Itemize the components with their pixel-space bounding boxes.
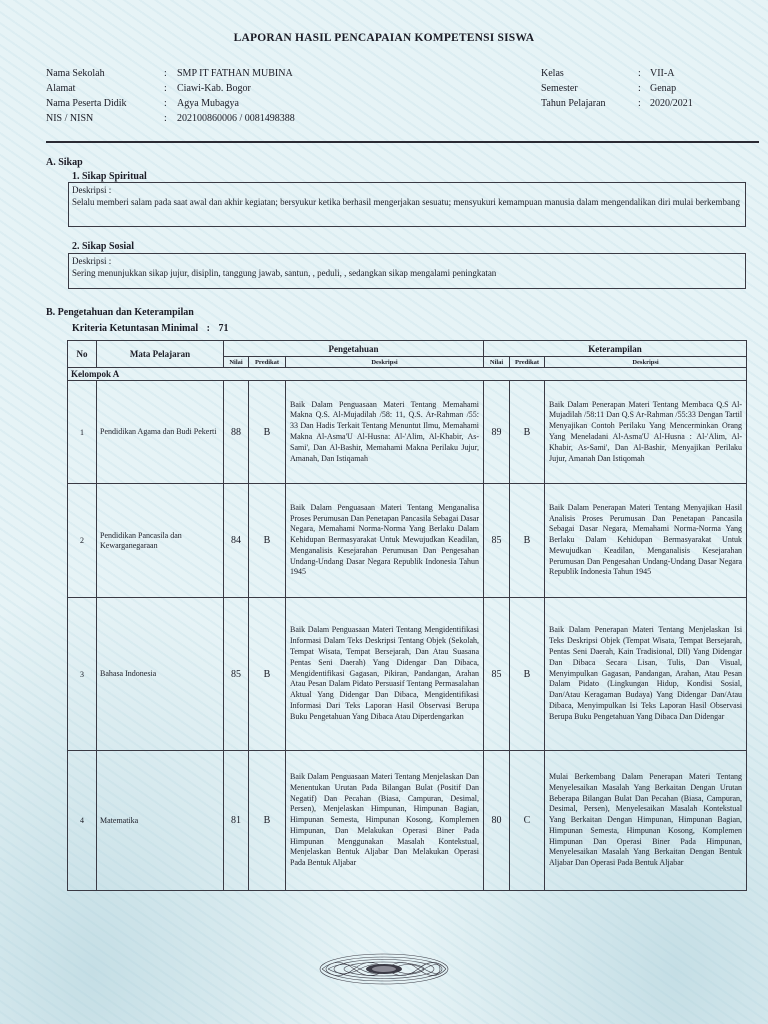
row-p-deskripsi: Baik Dalam Penguasaan Materi Tentang Menganalisa Proses Perumusan Dan Penetapan Pancasila Sebagai Dasar Negara, Memahami Norma-Norma Yang Berlaku Dalam Kehidupan Bermasyarakat Untuk Mewujudkan Keadilan, Menganalisis Kesejarahan Perumusan Dan Pengesahan Undang-Undang Dasar Negara Republik Indonesia Tahun 1945 — [286, 484, 484, 598]
grades-table — [67, 340, 747, 891]
row-k-deskripsi: Baik Dalam Penerapan Materi Tentang Menjelaskan Isi Teks Deskripsi Objek (Tempat Wisata, Tempat Bersejarah, Pentas Seni Daerah, Kain Tradisional, Dll) Yang Didengar Dan Dibaca Secara Lisan, Tulis, Dan Visual, Menyimpulkan Gagasan, Pandangan, Arahan, Atau Pesan Dalam Pidato (Lingkungan Hidup, Kondisi Sosial, Dan/Atau Keragaman Budaya) Yang Didengar Dan/Atau Dibaca, Menyimpulkan Isi Teks Laporan Hasil Observasi Berupa Buku Pengetahuan Yang Dibaca Dan Didengar — [545, 598, 747, 751]
value-nis-nisn: 202100860006 / 0081498388 — [177, 113, 295, 124]
sep: : — [164, 98, 167, 109]
label-alamat: Alamat — [46, 83, 76, 94]
kkm-sep: : — [206, 323, 210, 334]
header-no: No — [68, 341, 97, 368]
row-p-predikat: B — [249, 598, 286, 751]
row-k-deskripsi: Mulai Berkembang Dalam Penerapan Materi Tentang Menyelesaikan Masalah Yang Berkaitan Dengan Urutan Beberapa Bilangan Bulat Dan Pecahan (Biasa, Campuran, Desimal, Persen), Menyelesaikan Masalah Kontekstual Yang Berkaitan Dengan Himpunan, Himpunan Bagian, Himpunan Semesta, Himpunan Kosong, Komplemen Himpunan Dan Operasi Biner Pada Himpunan, Menyelesaikan Masalah Yang Berkaitan Dengan Bentuk Aljabar Dan Operasi Pada Bentuk Aljabar — [545, 751, 747, 891]
sikap-spiritual-box — [68, 182, 746, 227]
row-k-predikat: B — [510, 381, 545, 484]
row-p-deskripsi: Baik Dalam Penguasaan Materi Tentang Mengidentifikasi Informasi Dalam Teks Deskripsi Tentang Objek (Sekolah, Tempat Wisata, Tempat Bersejarah, Dan Atau Suasana Pentas Seni Daerah) Yang Didengar Dan Dibaca, Mengidentifikasi Gagasan, Pikiran, Pandangan, Arahan Atau Pesan Dalam Pidato Persuasif Tentang Permasalahan Aktual Yang Didengar Dan Dibaca, Mengidentifikasi Informasi Dari Teks Laporan Hasil Observasi Berupa Buku Pengetahuan Yang Dibaca Atau Diperdengarkan — [286, 598, 484, 751]
sikap-sosial-text: Sering menunjukkan sikap jujur, disiplin, tanggung jawab, santun, , peduli, , sedangkan sikap mengalami peningkatan — [72, 268, 497, 278]
row-no: 2 — [68, 484, 97, 598]
row-p-nilai: 88 — [224, 381, 249, 484]
sep: : — [638, 68, 641, 79]
sep: : — [164, 83, 167, 94]
label-nis-nisn: NIS / NISN — [46, 113, 94, 124]
sep: : — [638, 83, 641, 94]
row-p-deskripsi: Baik Dalam Penguasaan Materi Tentang Menjelaskan Dan Menentukan Urutan Pada Bilangan Bulat (Positif Dan Negatif) Dan Pecahan (Biasa, Campuran, Desimal, Persen), Menjelaskan Himpunan, Himpunan Bagian, Himpunan Semesta, Himpunan Kosong, Komplemen Himpunan, Dan Melakukan Operasi Biner Pada Himpunan Menggunakan Masalah Kontekstual, Menjelaskan Bentuk Aljabar Dan Melakukan Operasi Pada Bentuk Aljabar — [286, 751, 484, 891]
kkm-label: Kriteria Ketuntasan Minimal — [72, 323, 199, 334]
kkm-value: 71 — [218, 323, 229, 334]
sep: : — [164, 68, 167, 79]
table-row — [68, 751, 747, 891]
label-nama-sekolah: Nama Sekolah — [46, 68, 105, 79]
sep: : — [638, 98, 641, 109]
row-p-nilai: 84 — [224, 484, 249, 598]
section-a-heading: A. Sikap — [46, 157, 83, 168]
header-p-deskripsi: Deskripsi — [286, 357, 484, 368]
sikap-sosial-desc-label: Deskripsi : — [72, 256, 112, 266]
header-keterampilan: Keterampilan — [484, 341, 747, 357]
header-pengetahuan: Pengetahuan — [224, 341, 484, 357]
row-p-predikat: B — [249, 381, 286, 484]
row-k-predikat: B — [510, 484, 545, 598]
value-nama-peserta: Agya Mubagya — [177, 98, 239, 109]
header-k-deskripsi: Deskripsi — [545, 357, 747, 368]
sikap-spiritual-desc-label: Deskripsi : — [72, 185, 112, 195]
row-k-deskripsi: Baik Dalam Penerapan Materi Tentang Membaca Q.S Al-Mujadilah /58:11 Dan Q.S Ar-Rahman /55:33 Dengan Tartil Menyajikan Contoh Perilaku Yang Mencerminkan Orang Yang Meneladani Al-Asma'U Al-Husna : Al-'Alim, Al-Khabir, As-Sami', Dan Al-Bashir, Menyajikan Perilaku Jujur, Amanah Dan Istiqomah — [545, 381, 747, 484]
sikap-spiritual-text: Selalu memberi salam pada saat awal dan akhir kegiatan; bersyukur ketika berhasil mengerjakan sesuatu; mensyukuri kemampuan manusia dalam mengendalikan diri mulai berkembang — [72, 197, 741, 207]
value-alamat: Ciawi-Kab. Bogor — [177, 83, 251, 94]
row-k-predikat: B — [510, 598, 545, 751]
header-k-predikat: Predikat — [510, 357, 545, 368]
header-p-predikat: Predikat — [249, 357, 286, 368]
header-k-nilai: Nilai — [484, 357, 510, 368]
label-kelas: Kelas — [541, 68, 564, 79]
header-p-nilai: Nilai — [224, 357, 249, 368]
header-mapel: Mata Pelajaran — [97, 341, 224, 368]
row-no: 1 — [68, 381, 97, 484]
row-mapel: Pendidikan Agama dan Budi Pekerti — [97, 381, 224, 484]
table-row — [68, 484, 747, 598]
table-row — [68, 381, 747, 484]
value-kelas: VII-A — [650, 68, 675, 79]
row-no: 4 — [68, 751, 97, 891]
row-k-deskripsi: Baik Dalam Penerapan Materi Tentang Menyajikan Hasil Analisis Proses Perumusan Dan Penetapan Pancasila Sebagai Dasar Negara, Memahami Norma-Norma Yang Berlaku Dalam Kehidupan Bermasyarakat Untuk Mewujudkan Keadilan, Menganalisis Kesejarahan Perumusan Dan Pengesahan Undang-Undang Dasar Negara Republik Indonesia Tahun 1945 — [545, 484, 747, 598]
row-p-predikat: B — [249, 484, 286, 598]
value-semester: Genap — [650, 83, 677, 94]
row-k-predikat: C — [510, 751, 545, 891]
row-k-nilai: 85 — [484, 484, 510, 598]
section-b-heading: B. Pengetahuan dan Keterampilan — [46, 307, 194, 318]
sikap-sosial-heading: 2. Sikap Sosial — [72, 241, 134, 252]
header-divider — [46, 141, 759, 143]
row-p-predikat: B — [249, 751, 286, 891]
row-no: 3 — [68, 598, 97, 751]
value-nama-sekolah: SMP IT FATHAN MUBINA — [177, 68, 293, 79]
value-tahun-pelajaran: 2020/2021 — [650, 98, 693, 109]
row-p-nilai: 85 — [224, 598, 249, 751]
sep: : — [164, 113, 167, 124]
row-k-nilai: 89 — [484, 381, 510, 484]
row-p-deskripsi: Baik Dalam Penguasaan Materi Tentang Memahami Makna Q.S. Al-Mujadilah /58: 11, Q.S. Ar-Rahman /55: 33 Dan Hadis Terkait Tentang Menuntut Ilmu, Memahami Makna Al-Asma'U Al-Husna: Al-'Alim, Al-Khabir, As-Sami', Dan Al-Bashir, Memahami Makna Perilaku Jujur, Amanah, Dan Istiqamah — [286, 381, 484, 484]
group-label: Kelompok A — [68, 368, 747, 381]
row-k-nilai: 85 — [484, 598, 510, 751]
row-mapel: Bahasa Indonesia — [97, 598, 224, 751]
row-mapel: Pendidikan Pancasila dan Kewarganegaraan — [97, 484, 224, 598]
table-row — [68, 598, 747, 751]
row-k-nilai: 80 — [484, 751, 510, 891]
label-semester: Semester — [541, 83, 578, 94]
guilloche-seal-icon — [318, 952, 450, 991]
row-p-nilai: 81 — [224, 751, 249, 891]
page-title: LAPORAN HASIL PENCAPAIAN KOMPETENSI SISWA — [233, 32, 535, 44]
label-nama-peserta: Nama Peserta Didik — [46, 98, 127, 109]
sikap-spiritual-heading: 1. Sikap Spiritual — [72, 171, 147, 182]
label-tahun-pelajaran: Tahun Pelajaran — [541, 98, 606, 109]
sikap-sosial-box — [68, 253, 746, 289]
kkm-row — [72, 323, 228, 334]
row-mapel: Matematika — [97, 751, 224, 891]
